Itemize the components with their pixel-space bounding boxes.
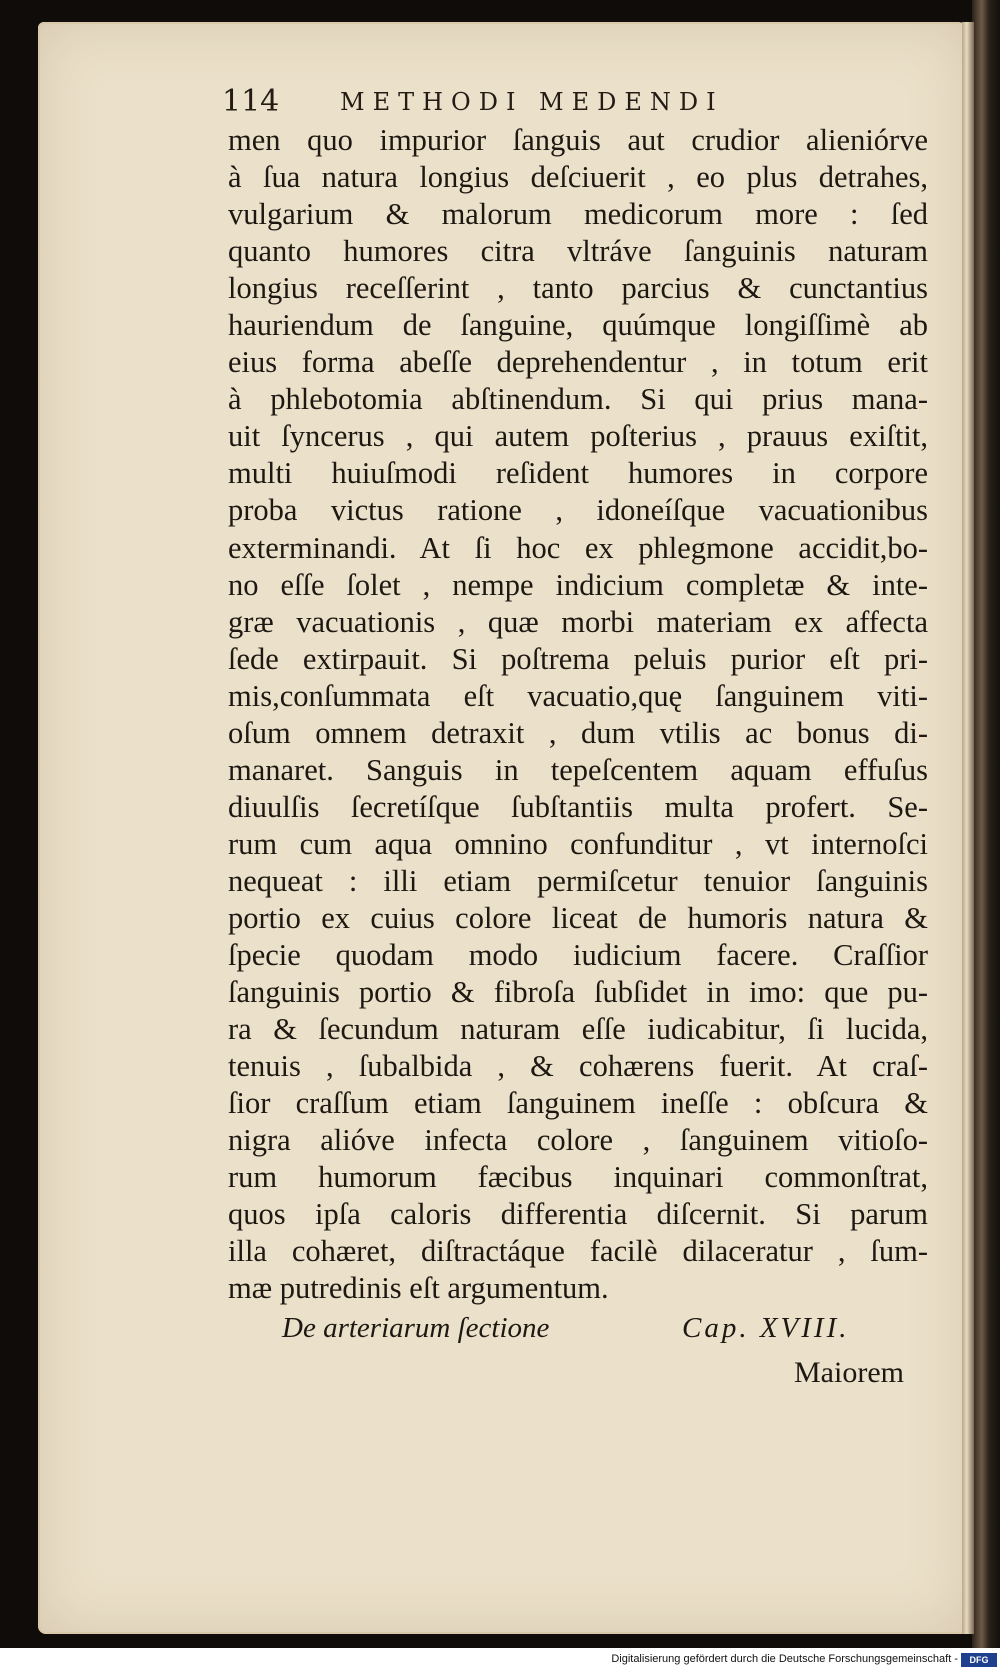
catchword: Maiorem	[794, 1356, 904, 1389]
text-line: rum cum aqua omnino confunditur , vt internoſci	[228, 826, 928, 861]
digitization-credit: Digitalisierung gefördert durch die Deutsche Forschungsgemeinschaft -	[611, 1653, 958, 1665]
text-line: ſpecie quodam modo iudicium facere. Craſſior	[228, 938, 928, 973]
text-line: illa cohæret, diſtractáque facilè dilaceratur , ſum-	[228, 1234, 928, 1269]
dfg-logo: DFG	[961, 1653, 997, 1667]
text-line: multi huiuſmodi reſident humores in corpore	[228, 456, 928, 491]
text-line: nequeat : illi etiam permiſcetur tenuior ſanguinis	[228, 863, 928, 898]
text-line: mis,conſummata eſt vacuatio,quę ſanguinem viti-	[228, 678, 928, 713]
text-line: longius receſſerint , tanto parcius & cunctantius	[228, 271, 928, 306]
text-line: oſum omnem detraxit , dum vtilis ac bonus di-	[228, 715, 928, 750]
text-line: à ſua natura longius deſciuerit , eo plus detrahes,	[228, 160, 928, 195]
text-line: proba victus ratione , idoneíſque vacuationibus	[228, 493, 928, 528]
chapter-title: De arteriarum ſectione	[282, 1312, 550, 1344]
text-line: tenuis , ſubalbida , & cohærens fuerit. At craſ-	[228, 1049, 928, 1084]
chapter-heading	[282, 1312, 902, 1352]
text-line: ſanguinis portio & fibroſa ſubſidet in imo: que pu-	[228, 975, 928, 1010]
running-head-title: METHODI MEDENDI	[340, 88, 724, 116]
book-spine-edge	[972, 0, 1000, 1648]
text-line: mæ putredinis eſt argumentum.	[228, 1271, 609, 1306]
text-line: men quo impurior ſanguis aut crudior alieniórve	[228, 123, 928, 157]
text-line: ra & ſecundum naturam eſſe iudicabitur, ſi lucida,	[228, 1012, 928, 1047]
text-line: nigra alióve infecta colore , ſanguinem vitioſo-	[228, 1123, 928, 1158]
text-line: quanto humores citra vltráve ſanguinis naturam	[228, 234, 928, 269]
page-number: 114	[222, 84, 280, 119]
page-fore-edge	[962, 22, 974, 1634]
text-line: quos ipſa caloris differentia diſcernit. Si parum	[228, 1197, 928, 1232]
text-line: diuulſis ſecretíſque ſubſtantiis multa profert. Se-	[228, 789, 928, 824]
text-line: græ vacuationis , quæ morbi materiam ex affecta	[228, 604, 928, 639]
text-line: vulgarium & malorum medicorum more : ſed	[228, 197, 928, 232]
text-line: à phlebotomia abſtinendum. Si qui prius mana-	[228, 382, 928, 417]
text-line: no eſſe ſolet , nempe indicium completæ & inte-	[228, 567, 928, 602]
chapter-number: Cap. XVIII.	[682, 1312, 850, 1344]
text-line: ſede extirpauit. Si poſtrema peluis purior eſt pri-	[228, 641, 928, 676]
text-line: hauriendum de ſanguine, quúmque longiſſimè ab	[228, 308, 928, 343]
text-line: ſior craſſum etiam ſanguinem ineſſe : obſcura &	[228, 1086, 928, 1121]
body-text	[228, 122, 928, 1308]
text-line: exterminandi. At ſi hoc ex phlegmone accidit,bo-	[228, 530, 928, 565]
text-line: uit ſyncerus , qui autem poſterius , prauus exiſtit,	[228, 419, 928, 454]
text-line: portio ex cuius colore liceat de humoris natura &	[228, 900, 928, 935]
text-line: manaret. Sanguis in tepeſcentem aquam effuſus	[228, 752, 928, 787]
running-head	[222, 84, 822, 118]
text-line: rum humorum fæcibus inquinari commonſtrat,	[228, 1160, 928, 1195]
text-line: eius forma abeſſe deprehendentur , in totum erit	[228, 345, 928, 380]
